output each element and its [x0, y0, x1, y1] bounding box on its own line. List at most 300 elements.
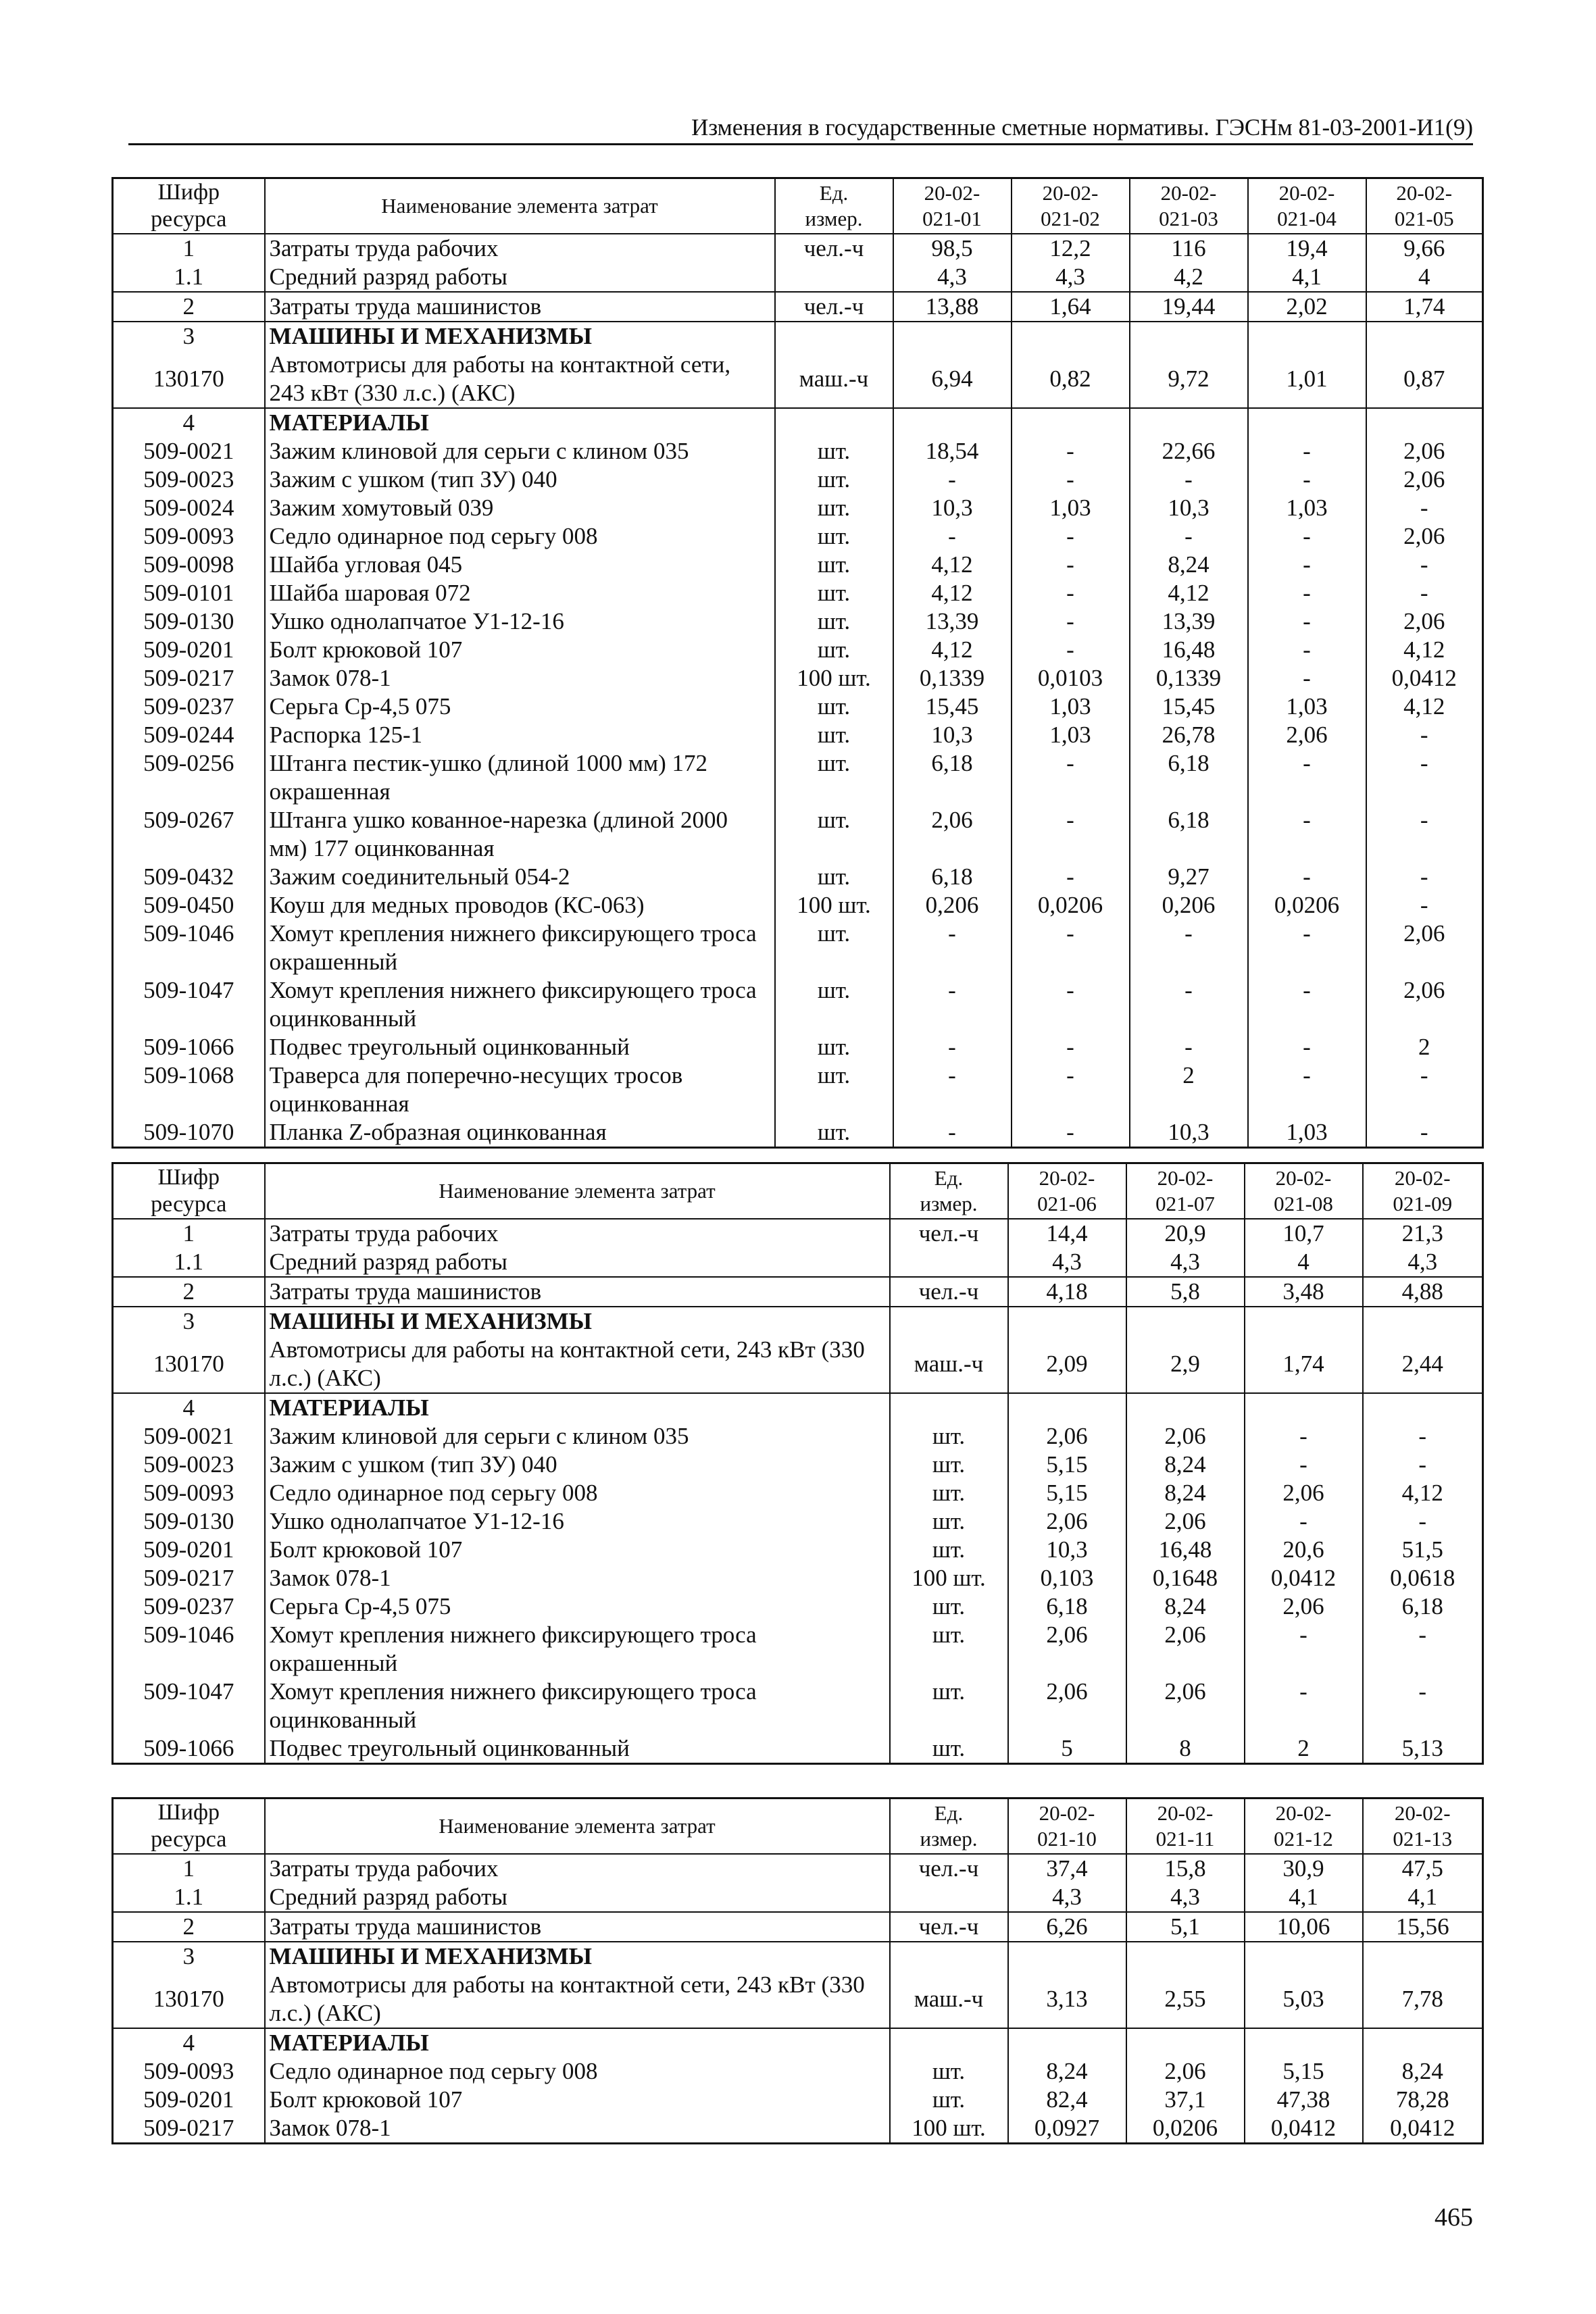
norm-value-cell: 2,06 — [1366, 976, 1483, 1033]
cost-element-name-cell: Средний разряд работы — [265, 1248, 890, 1277]
header-norm-col: 20-02- 021-04 — [1248, 178, 1366, 234]
norm-value-cell: 4,3 — [1008, 1883, 1126, 1912]
unit-cell: маш.-ч — [890, 1971, 1008, 2028]
resource-code-cell: 509-1046 — [113, 920, 265, 976]
resource-code-cell: 2 — [113, 1912, 265, 1942]
norm-value-cell: - — [1366, 1061, 1483, 1118]
table-row — [113, 806, 1483, 863]
norm-value-cell: - — [1012, 1033, 1130, 1061]
norm-value-cell: 4,3 — [1126, 1248, 1245, 1277]
table-row — [113, 2028, 1483, 2057]
unit-cell: шт. — [775, 437, 893, 466]
table-row — [113, 579, 1483, 607]
norm-value-cell: 0,0618 — [1363, 1564, 1483, 1592]
table-row — [113, 976, 1483, 1033]
table-row — [113, 749, 1483, 806]
norm-value-cell: 9,27 — [1130, 863, 1248, 891]
resource-code-cell: 1.1 — [113, 263, 265, 292]
norm-value-cell: 0,82 — [1012, 351, 1130, 408]
norm-value-cell: - — [1012, 551, 1130, 579]
norm-value-cell — [1008, 1942, 1126, 1971]
norm-value-cell — [1012, 408, 1130, 437]
resource-code-cell: 509-0024 — [113, 494, 265, 522]
resource-code-cell: 1 — [113, 1219, 265, 1248]
norm-value-cell: - — [1012, 579, 1130, 607]
cost-element-name-cell: Распорка 125-1 — [265, 721, 775, 749]
norm-value-cell: - — [1245, 1621, 1363, 1678]
header-norm-col: 20-02- 021-03 — [1130, 178, 1248, 234]
header-norm-col: 20-02- 021-01 — [893, 178, 1012, 234]
norm-value-cell: - — [1366, 863, 1483, 891]
cost-element-name-cell: Серьга Ср-4,5 075 — [265, 1592, 890, 1621]
norm-value-cell: 0,0412 — [1245, 2114, 1363, 2144]
header-name: Наименование элемента затрат — [265, 1799, 890, 1855]
cost-element-name-cell: Автомотрисы для работы на контактной сети, 243 кВт (330 л.с.) (АКС) — [265, 1971, 890, 2028]
norm-value-cell: 6,18 — [1363, 1592, 1483, 1621]
unit-cell: шт. — [890, 1592, 1008, 1621]
norm-value-cell — [1248, 408, 1366, 437]
norm-value-cell: 15,8 — [1126, 1854, 1245, 1883]
norm-value-cell: 8,24 — [1126, 1592, 1245, 1621]
norm-value-cell: 2,02 — [1248, 292, 1366, 322]
norm-value-cell: 20,9 — [1126, 1219, 1245, 1248]
norm-value-cell: 10,3 — [1008, 1536, 1126, 1564]
resource-code-cell: 1.1 — [113, 1883, 265, 1912]
unit-cell: шт. — [775, 636, 893, 664]
norm-value-cell: 4,1 — [1363, 1883, 1483, 1912]
cost-element-name-cell: Планка Z-образная оцинкованная — [265, 1118, 775, 1148]
norm-value-cell: 4,12 — [1363, 1479, 1483, 1507]
norm-value-cell: 5 — [1008, 1734, 1126, 1764]
resource-code-cell: 130170 — [113, 351, 265, 408]
norm-value-cell: 4,12 — [893, 636, 1012, 664]
table-row — [113, 408, 1483, 437]
norm-value-cell: 0,0206 — [1248, 891, 1366, 920]
table-row — [113, 494, 1483, 522]
norm-value-cell — [1126, 1307, 1245, 1336]
norm-value-cell: - — [1366, 749, 1483, 806]
header-unit: Ед. измер. — [890, 1799, 1008, 1855]
table-row — [113, 437, 1483, 466]
norm-value-cell: 22,66 — [1130, 437, 1248, 466]
cost-element-name-cell: Болт крюковой 107 — [265, 2086, 890, 2114]
resource-code-cell: 509-0201 — [113, 2086, 265, 2114]
resource-code-cell: 130170 — [113, 1336, 265, 1393]
table-row — [113, 2057, 1483, 2086]
norm-value-cell: 2,06 — [1008, 1507, 1126, 1536]
norm-value-cell: 0,0103 — [1012, 664, 1130, 693]
norm-value-cell: 4,88 — [1363, 1277, 1483, 1307]
norm-value-cell: 2,06 — [1008, 1678, 1126, 1734]
norm-value-cell: - — [1248, 664, 1366, 693]
unit-cell: шт. — [775, 721, 893, 749]
cost-element-name-cell: Зажим с ушком (тип ЗУ) 040 — [265, 466, 775, 494]
cost-element-name-cell: Шайба шаровая 072 — [265, 579, 775, 607]
table-row — [113, 1307, 1483, 1336]
norm-value-cell: - — [1012, 1118, 1130, 1148]
norm-value-cell: - — [1248, 522, 1366, 551]
resource-code-cell: 509-0237 — [113, 693, 265, 721]
table-row — [113, 636, 1483, 664]
norm-value-cell — [1363, 1942, 1483, 1971]
norm-value-cell — [1008, 2028, 1126, 2057]
cost-element-name-cell: Ушко однолапчатое У1-12-16 — [265, 607, 775, 636]
norm-value-cell: 10,06 — [1245, 1912, 1363, 1942]
cost-element-name-cell: Серьга Ср-4,5 075 — [265, 693, 775, 721]
norm-value-cell: - — [1248, 749, 1366, 806]
unit-cell — [890, 2028, 1008, 2057]
norm-value-cell: 3,48 — [1245, 1277, 1363, 1307]
norm-value-cell: 8,24 — [1130, 551, 1248, 579]
cost-element-name-cell: Средний разряд работы — [265, 1883, 890, 1912]
norm-value-cell — [1008, 1307, 1126, 1336]
resource-code-cell: 3 — [113, 1942, 265, 1971]
norm-value-cell: 6,26 — [1008, 1912, 1126, 1942]
cost-element-name-cell: Штанга ушко кованное-нарезка (длиной 2000 мм) 177 оцинкованная — [265, 806, 775, 863]
cost-element-name-cell: Подвес треугольный оцинкованный — [265, 1734, 890, 1764]
norm-value-cell: 2,44 — [1363, 1336, 1483, 1393]
norm-value-cell: 10,3 — [893, 721, 1012, 749]
cost-element-name-cell: Замок 078-1 — [265, 1564, 890, 1592]
norm-value-cell: 4,3 — [1126, 1883, 1245, 1912]
table-row — [113, 1248, 1483, 1277]
unit-cell — [890, 1307, 1008, 1336]
table-row — [113, 607, 1483, 636]
norm-value-cell: 19,4 — [1248, 234, 1366, 263]
table-row — [113, 292, 1483, 322]
resource-code-cell: 509-0450 — [113, 891, 265, 920]
norm-value-cell: 10,7 — [1245, 1219, 1363, 1248]
norm-value-cell: 8,24 — [1363, 2057, 1483, 2086]
table-row — [113, 1479, 1483, 1507]
norm-value-cell: - — [893, 522, 1012, 551]
unit-cell: маш.-ч — [890, 1336, 1008, 1393]
norm-value-cell: 13,39 — [1130, 607, 1248, 636]
norm-value-cell: 4,12 — [893, 551, 1012, 579]
cost-element-name-cell: Затраты труда машинистов — [265, 292, 775, 322]
norm-table-2 — [111, 1162, 1484, 1765]
norm-value-cell: 16,48 — [1126, 1536, 1245, 1564]
table-row — [113, 1912, 1483, 1942]
header-code: Шифр ресурса — [113, 1163, 265, 1219]
norm-value-cell: 10,3 — [893, 494, 1012, 522]
cost-element-name-cell: МАШИНЫ И МЕХАНИЗМЫ — [265, 1942, 890, 1971]
norm-value-cell: - — [1012, 920, 1130, 976]
norm-value-cell: 6,18 — [893, 749, 1012, 806]
cost-element-name-cell: Траверса для поперечно-несущих тросов оцинкованная — [265, 1061, 775, 1118]
unit-cell: шт. — [890, 1678, 1008, 1734]
norm-value-cell: - — [1248, 1061, 1366, 1118]
norm-value-cell: 2,06 — [1126, 1507, 1245, 1536]
norm-value-cell: 1,01 — [1248, 351, 1366, 408]
cost-element-name-cell: Ушко однолапчатое У1-12-16 — [265, 1507, 890, 1536]
norm-value-cell: 2 — [1130, 1061, 1248, 1118]
resource-code-cell: 4 — [113, 408, 265, 437]
table-row — [113, 1536, 1483, 1564]
resource-code-cell: 509-0098 — [113, 551, 265, 579]
resource-code-cell: 509-0093 — [113, 2057, 265, 2086]
unit-cell: шт. — [775, 466, 893, 494]
norm-value-cell: 4 — [1245, 1248, 1363, 1277]
cost-element-name-cell: Затраты труда рабочих — [265, 1854, 890, 1883]
table-header-row — [113, 178, 1483, 234]
norm-value-cell: - — [1248, 863, 1366, 891]
norm-value-cell: - — [1130, 920, 1248, 976]
norm-value-cell: - — [1248, 579, 1366, 607]
norm-value-cell: 16,48 — [1130, 636, 1248, 664]
norm-value-cell — [1126, 1942, 1245, 1971]
norm-value-cell: 7,78 — [1363, 1971, 1483, 2028]
norm-value-cell: 9,66 — [1366, 234, 1483, 263]
table-row — [113, 522, 1483, 551]
norm-value-cell: 1,03 — [1012, 693, 1130, 721]
table-row — [113, 1451, 1483, 1479]
unit-cell: шт. — [775, 863, 893, 891]
table-row — [113, 863, 1483, 891]
cost-element-name-cell: Автомотрисы для работы на контактной сети, 243 кВт (330 л.с.) (АКС) — [265, 351, 775, 408]
norm-value-cell: 2,06 — [1248, 721, 1366, 749]
norm-value-cell: 5,13 — [1363, 1734, 1483, 1764]
unit-cell — [890, 1393, 1008, 1422]
norm-value-cell: - — [1363, 1422, 1483, 1451]
norm-value-cell: - — [1012, 522, 1130, 551]
table-row — [113, 1678, 1483, 1734]
norm-value-cell: 8 — [1126, 1734, 1245, 1764]
table-header-row — [113, 1163, 1483, 1219]
norm-value-cell — [893, 322, 1012, 351]
page-number: 465 — [1435, 2203, 1473, 2232]
unit-cell: 100 шт. — [890, 1564, 1008, 1592]
norm-value-cell: 4,2 — [1130, 263, 1248, 292]
norm-value-cell: 20,6 — [1245, 1536, 1363, 1564]
norm-value-cell: - — [1012, 976, 1130, 1033]
cost-element-name-cell: Хомут крепления нижнего фиксирующего троса оцинкованный — [265, 1678, 890, 1734]
table-row — [113, 1592, 1483, 1621]
norm-value-cell: 5,15 — [1008, 1479, 1126, 1507]
norm-value-cell — [1363, 1307, 1483, 1336]
norm-value-cell: 6,94 — [893, 351, 1012, 408]
norm-value-cell: 0,103 — [1008, 1564, 1126, 1592]
unit-cell: маш.-ч — [775, 351, 893, 408]
norm-value-cell: 1,03 — [1012, 494, 1130, 522]
unit-cell: шт. — [775, 1033, 893, 1061]
norm-value-cell: 21,3 — [1363, 1219, 1483, 1248]
table-row — [113, 1033, 1483, 1061]
cost-element-name-cell: МАТЕРИАЛЫ — [265, 408, 775, 437]
norm-value-cell: 4,1 — [1248, 263, 1366, 292]
norm-value-cell: 0,0927 — [1008, 2114, 1126, 2144]
table-row — [113, 1971, 1483, 2028]
resource-code-cell: 509-0021 — [113, 437, 265, 466]
norm-value-cell: 1,64 — [1012, 292, 1130, 322]
norm-value-cell: 4,18 — [1008, 1277, 1126, 1307]
cost-element-name-cell: Зажим с ушком (тип ЗУ) 040 — [265, 1451, 890, 1479]
cost-element-name-cell: Шайба угловая 045 — [265, 551, 775, 579]
norm-value-cell: - — [893, 466, 1012, 494]
unit-cell: шт. — [890, 1734, 1008, 1764]
norm-value-cell: - — [1245, 1678, 1363, 1734]
norm-value-cell: 5,03 — [1245, 1971, 1363, 2028]
unit-cell: шт. — [890, 1422, 1008, 1451]
norm-value-cell — [1245, 1307, 1363, 1336]
table-row — [113, 1277, 1483, 1307]
resource-code-cell: 509-0130 — [113, 607, 265, 636]
norm-value-cell: 0,0206 — [1126, 2114, 1245, 2144]
cost-element-name-cell: Зажим хомутовый 039 — [265, 494, 775, 522]
norm-value-cell: 2,06 — [1366, 466, 1483, 494]
norm-value-cell: 2,06 — [1008, 1621, 1126, 1678]
norm-value-cell: - — [1012, 863, 1130, 891]
norm-value-cell: 0,206 — [1130, 891, 1248, 920]
norm-value-cell: - — [1245, 1507, 1363, 1536]
header-name: Наименование элемента затрат — [265, 178, 775, 234]
unit-cell: шт. — [890, 1507, 1008, 1536]
norm-value-cell: 6,18 — [1130, 749, 1248, 806]
resource-code-cell: 509-1066 — [113, 1033, 265, 1061]
header-norm-col: 20-02- 021-12 — [1245, 1799, 1363, 1855]
norm-value-cell: 51,5 — [1363, 1536, 1483, 1564]
header-norm-col: 20-02- 021-13 — [1363, 1799, 1483, 1855]
norm-value-cell: - — [1366, 891, 1483, 920]
resource-code-cell: 1 — [113, 234, 265, 263]
norm-value-cell: - — [1012, 749, 1130, 806]
resource-code-cell: 509-1068 — [113, 1061, 265, 1118]
norm-value-cell: 2 — [1245, 1734, 1363, 1764]
norm-value-cell: 2,06 — [1126, 1621, 1245, 1678]
norm-value-cell: - — [1248, 636, 1366, 664]
resource-code-cell: 509-0237 — [113, 1592, 265, 1621]
norm-value-cell: 2,9 — [1126, 1336, 1245, 1393]
table-row — [113, 1118, 1483, 1148]
header-norm-col: 20-02- 021-09 — [1363, 1163, 1483, 1219]
norm-value-cell: 6,18 — [1130, 806, 1248, 863]
cost-element-name-cell: МАТЕРИАЛЫ — [265, 1393, 890, 1422]
unit-cell: шт. — [775, 1118, 893, 1148]
norm-value-cell — [1366, 408, 1483, 437]
resource-code-cell: 509-1046 — [113, 1621, 265, 1678]
norm-value-cell: - — [1248, 551, 1366, 579]
norm-value-cell: - — [1363, 1451, 1483, 1479]
norm-value-cell: - — [1012, 466, 1130, 494]
norm-value-cell: 6,18 — [893, 863, 1012, 891]
norm-value-cell: 5,15 — [1008, 1451, 1126, 1479]
norm-value-cell: - — [1245, 1451, 1363, 1479]
norm-value-cell: 2,06 — [1008, 1422, 1126, 1451]
resource-code-cell: 3 — [113, 322, 265, 351]
resource-code-cell: 509-1047 — [113, 1678, 265, 1734]
norm-value-cell: 0,0412 — [1363, 2114, 1483, 2144]
cost-element-name-cell: Седло одинарное под серьгу 008 — [265, 1479, 890, 1507]
norm-value-cell: 4,3 — [1012, 263, 1130, 292]
unit-cell: чел.-ч — [890, 1912, 1008, 1942]
resource-code-cell: 509-0217 — [113, 1564, 265, 1592]
norm-value-cell: 2 — [1366, 1033, 1483, 1061]
norm-value-cell: 98,5 — [893, 234, 1012, 263]
norm-value-cell: 2,06 — [1126, 2057, 1245, 2086]
norm-value-cell: 30,9 — [1245, 1854, 1363, 1883]
norm-value-cell: - — [1130, 976, 1248, 1033]
norm-value-cell: 37,4 — [1008, 1854, 1126, 1883]
norm-table-3 — [111, 1797, 1484, 2144]
norm-value-cell: 78,28 — [1363, 2086, 1483, 2114]
unit-cell — [890, 1883, 1008, 1912]
norm-value-cell: 37,1 — [1126, 2086, 1245, 2114]
norm-value-cell: 2,06 — [1245, 1479, 1363, 1507]
norm-value-cell: - — [1012, 806, 1130, 863]
cost-element-name-cell: Подвес треугольный оцинкованный — [265, 1033, 775, 1061]
resource-code-cell: 1.1 — [113, 1248, 265, 1277]
norm-value-cell: 8,24 — [1126, 1451, 1245, 1479]
norm-value-cell: 4,12 — [1366, 636, 1483, 664]
header-code: Шифр ресурса — [113, 1799, 265, 1855]
norm-value-cell: 1,03 — [1248, 494, 1366, 522]
unit-cell: шт. — [890, 1621, 1008, 1678]
cost-element-name-cell: Коуш для медных проводов (КС-063) — [265, 891, 775, 920]
resource-code-cell: 509-0256 — [113, 749, 265, 806]
cost-element-name-cell: Штанга пестик-ушко (длиной 1000 мм) 172 окрашенная — [265, 749, 775, 806]
norm-value-cell: - — [1363, 1621, 1483, 1678]
resource-code-cell: 509-0201 — [113, 1536, 265, 1564]
unit-cell: чел.-ч — [890, 1219, 1008, 1248]
norm-value-cell: 4 — [1366, 263, 1483, 292]
header-norm-col: 20-02- 021-06 — [1008, 1163, 1126, 1219]
norm-value-cell: 10,3 — [1130, 1118, 1248, 1148]
unit-cell: 100 шт. — [775, 664, 893, 693]
resource-code-cell: 509-0267 — [113, 806, 265, 863]
cost-element-name-cell: Замок 078-1 — [265, 2114, 890, 2144]
resource-code-cell: 4 — [113, 2028, 265, 2057]
header-norm-col: 20-02- 021-05 — [1366, 178, 1483, 234]
norm-value-cell: 0,0412 — [1245, 1564, 1363, 1592]
norm-value-cell: - — [1248, 466, 1366, 494]
norm-value-cell: 0,206 — [893, 891, 1012, 920]
norm-value-cell — [1008, 1393, 1126, 1422]
resource-code-cell: 509-0093 — [113, 1479, 265, 1507]
norm-value-cell: 5,8 — [1126, 1277, 1245, 1307]
unit-cell — [890, 1248, 1008, 1277]
unit-cell — [775, 263, 893, 292]
cost-element-name-cell: Хомут крепления нижнего фиксирующего троса окрашенный — [265, 920, 775, 976]
norm-value-cell: 2,06 — [1366, 920, 1483, 976]
norm-value-cell: 13,39 — [893, 607, 1012, 636]
norm-value-cell: 10,3 — [1130, 494, 1248, 522]
cost-element-name-cell: Зажим клиновой для серьги с клином 035 — [265, 437, 775, 466]
cost-element-name-cell: Затраты труда машинистов — [265, 1277, 890, 1307]
header-rule — [128, 143, 1473, 145]
norm-value-cell: 0,1339 — [1130, 664, 1248, 693]
norm-value-cell: 4,3 — [1008, 1248, 1126, 1277]
norm-value-cell: - — [893, 920, 1012, 976]
table-row — [113, 664, 1483, 693]
norm-value-cell — [1245, 1942, 1363, 1971]
resource-code-cell: 2 — [113, 292, 265, 322]
norm-value-cell: - — [1130, 1033, 1248, 1061]
norm-value-cell: 0,0206 — [1012, 891, 1130, 920]
table-row — [113, 1507, 1483, 1536]
table-row — [113, 1621, 1483, 1678]
norm-value-cell: 2,06 — [893, 806, 1012, 863]
cost-element-name-cell: МАШИНЫ И МЕХАНИЗМЫ — [265, 322, 775, 351]
norm-value-cell — [1126, 2028, 1245, 2057]
norm-value-cell: 4,12 — [1366, 693, 1483, 721]
table-row — [113, 466, 1483, 494]
unit-cell: шт. — [775, 749, 893, 806]
table-row — [113, 2086, 1483, 2114]
resource-code-cell: 509-0217 — [113, 2114, 265, 2144]
unit-cell: шт. — [775, 579, 893, 607]
norm-value-cell: 4,3 — [1363, 1248, 1483, 1277]
resource-code-cell: 509-0023 — [113, 466, 265, 494]
